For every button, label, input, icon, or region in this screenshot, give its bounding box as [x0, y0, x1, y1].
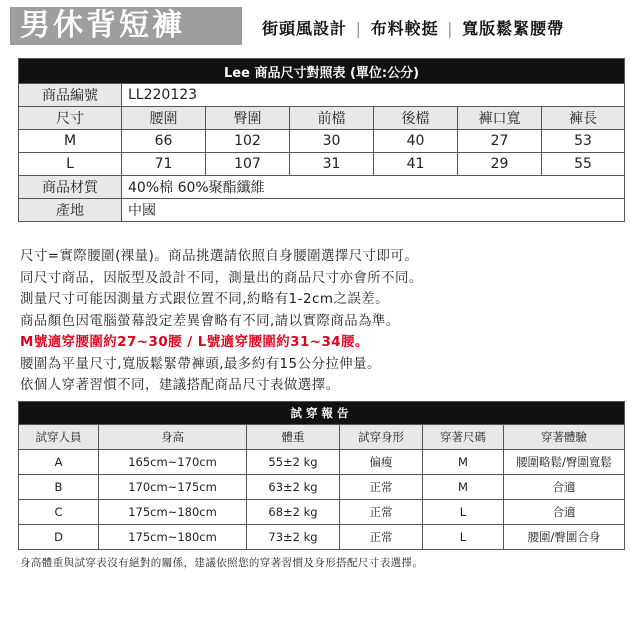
feature-tag: 布料較挺 [370, 19, 439, 38]
size-header-row [19, 107, 625, 130]
note-line: 依個人穿著習慣不同，建議搭配商品尺寸表做選擇。 [20, 378, 340, 393]
table-cell: 腰圍/臀圍合身 [504, 525, 625, 550]
table-title-row [19, 402, 625, 425]
column-header: 體重 [247, 425, 340, 450]
measure-cell: 53 [542, 130, 625, 153]
column-header: 臀圍 [206, 107, 290, 130]
measure-cell: 102 [206, 130, 290, 153]
feature-tag: 街頭風設計 [262, 19, 348, 38]
table-row [19, 450, 625, 475]
trial-header-row [19, 425, 625, 450]
tag-separator: | [447, 19, 454, 38]
column-header: 穿著尺碼 [423, 425, 504, 450]
table-cell: A [19, 450, 99, 475]
table-row [19, 130, 625, 153]
measure-cell: 30 [290, 130, 374, 153]
feature-tags [262, 16, 564, 39]
table-cell: L [423, 525, 504, 550]
table-row [19, 153, 625, 176]
table-cell: 63±2 kg [247, 475, 340, 500]
origin-row [19, 199, 625, 222]
measure-cell: 107 [206, 153, 290, 176]
table-cell: 合適 [504, 475, 625, 500]
size-chart-table [18, 58, 625, 222]
product-title: 男休背短褲 [20, 8, 185, 43]
table-cell: M [423, 475, 504, 500]
size-cell: L [19, 153, 122, 176]
origin-value: 中國 [122, 199, 625, 222]
note-line: 測量尺寸可能因測量方式跟位置不同,約略有1-2cm之誤差。 [20, 292, 390, 307]
note-line: 同尺寸商品，因版型及設計不同，測量出的商品尺寸亦會所不同。 [20, 270, 423, 286]
trial-report-title: 試穿報告 [19, 402, 625, 425]
measure-cell: 71 [122, 153, 206, 176]
feature-tag: 寬版鬆緊腰帶 [462, 19, 565, 38]
trial-report-table [18, 401, 625, 550]
table-cell: 68±2 kg [247, 500, 340, 525]
column-header: 腰圍 [122, 107, 206, 130]
material-value: 40%棉 60%聚酯纖維 [122, 176, 625, 199]
size-cell: M [19, 130, 122, 153]
table-cell: 正常 [340, 475, 423, 500]
column-header: 身高 [99, 425, 247, 450]
table-title-row [19, 59, 625, 84]
table-cell: 175cm~180cm [99, 525, 247, 550]
product-number-row [19, 84, 625, 107]
note-line: 商品顏色因電腦螢幕設定差異會略有不同,請以實際商品為準。 [20, 313, 400, 329]
table-cell: 175cm~180cm [99, 500, 247, 525]
measure-cell: 66 [122, 130, 206, 153]
measure-cell: 27 [458, 130, 542, 153]
footnote: 身高體重與試穿表沒有絕對的關係，建議依照您的穿著習慣及身形搭配尺寸表選擇。 [20, 557, 424, 569]
origin-label: 產地 [19, 199, 122, 222]
table-cell: C [19, 500, 99, 525]
note-line: 尺寸=實際腰圍(裸量)。商品挑選請依照自身腰圍選擇尺寸即可。 [20, 249, 419, 264]
product-number-label: 商品編號 [19, 84, 122, 107]
table-cell: 165cm~170cm [99, 450, 247, 475]
measure-cell: 55 [542, 153, 625, 176]
table-cell: 170cm~175cm [99, 475, 247, 500]
note-line-highlight: M號適穿腰圍約27~30腰 / L號適穿腰圍約31~34腰。 [20, 335, 369, 350]
table-row [19, 500, 625, 525]
column-header: 後檔 [374, 107, 458, 130]
table-row [19, 475, 625, 500]
note-line: 腰圍為平量尺寸,寬版鬆緊帶褲頭,最多約有15公分拉伸量。 [20, 356, 381, 372]
table-cell: 合適 [504, 500, 625, 525]
column-header: 穿著體驗 [504, 425, 625, 450]
product-number-value: LL220123 [122, 84, 625, 107]
measure-cell: 31 [290, 153, 374, 176]
size-notes [20, 246, 630, 397]
column-header: 試穿人員 [19, 425, 99, 450]
material-row [19, 176, 625, 199]
column-header: 褲長 [542, 107, 625, 130]
table-cell: 正常 [340, 500, 423, 525]
table-cell: 73±2 kg [247, 525, 340, 550]
table-cell: 腰圍略鬆/臀圍寬鬆 [504, 450, 625, 475]
size-label: 尺寸 [19, 107, 122, 130]
table-cell: 正常 [340, 525, 423, 550]
table-row [19, 525, 625, 550]
page-header [0, 0, 640, 52]
table-cell: D [19, 525, 99, 550]
column-header: 試穿身形 [340, 425, 423, 450]
table-cell: 55±2 kg [247, 450, 340, 475]
column-header: 褲口寬 [458, 107, 542, 130]
measure-cell: 41 [374, 153, 458, 176]
table-cell: 偏瘦 [340, 450, 423, 475]
table-cell: B [19, 475, 99, 500]
table-cell: L [423, 500, 504, 525]
measure-cell: 29 [458, 153, 542, 176]
table-cell: M [423, 450, 504, 475]
material-label: 商品材質 [19, 176, 122, 199]
tag-separator: | [355, 19, 362, 38]
measure-cell: 40 [374, 130, 458, 153]
column-header: 前檔 [290, 107, 374, 130]
size-chart-title: Lee 商品尺寸對照表 (單位:公分) [19, 59, 625, 84]
